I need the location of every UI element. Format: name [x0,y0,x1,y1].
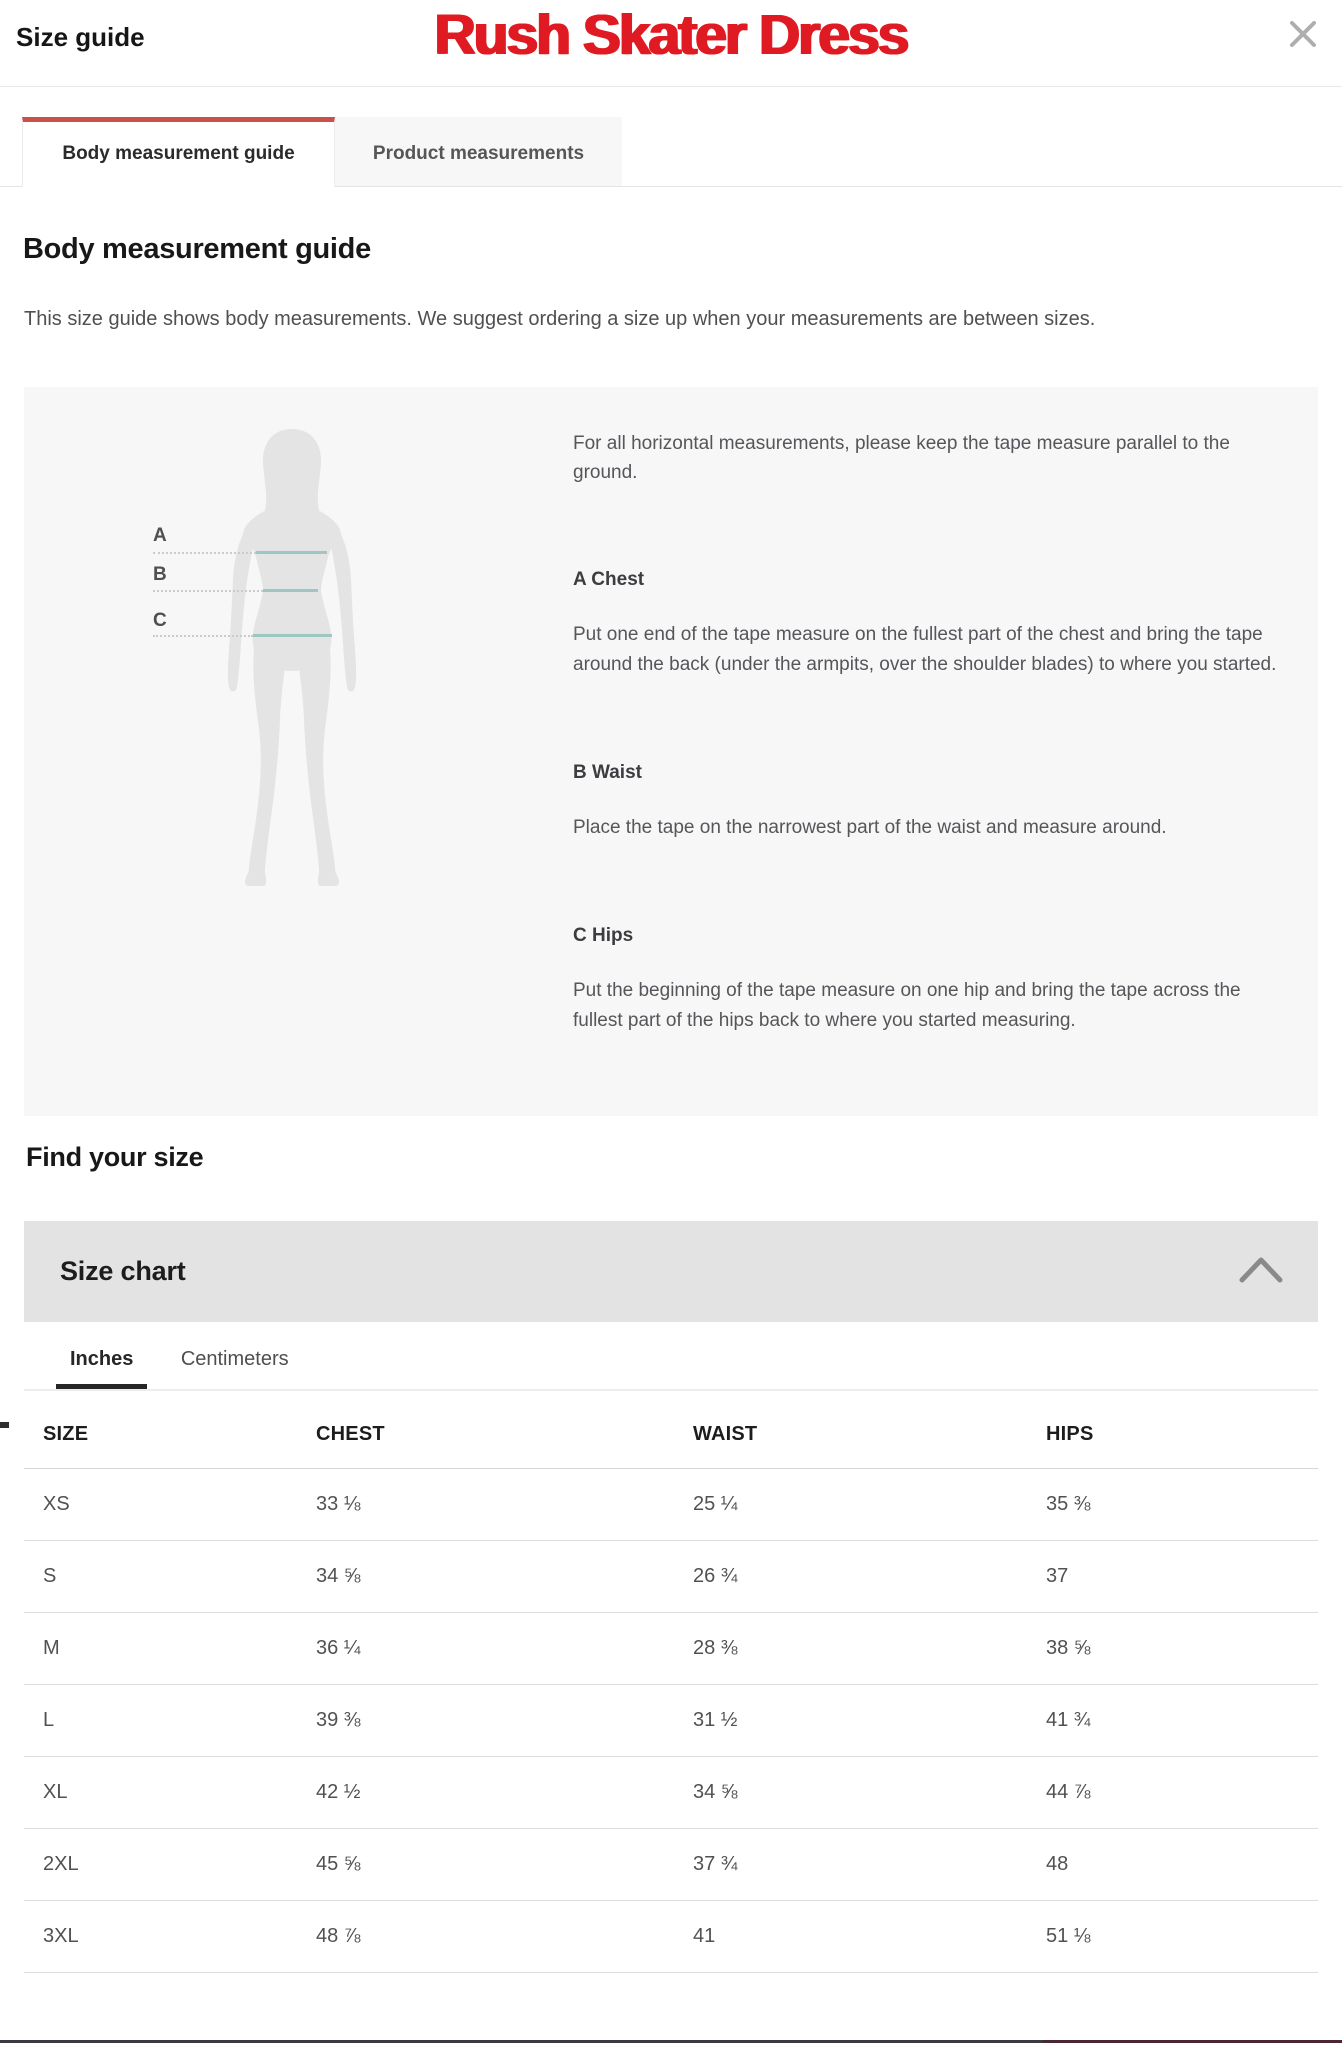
tab-product-measurements[interactable]: Product measurements [335,117,622,186]
col-header-chest: CHEST [316,1423,385,1445]
chest-dotted-line [153,552,256,554]
product-title: Rush Skater Dress [434,3,908,67]
cell-size: 2XL [43,1853,79,1875]
find-your-size-heading: Find your size [26,1142,204,1172]
table-row [24,1469,1318,1541]
figure-label-a: A [153,525,167,546]
figure-label-b: B [153,564,167,585]
female-silhouette [225,429,359,892]
intro-text: This size guide shows body measurements. We suggest ordering a size up when your measurements are between sizes. [24,308,1096,330]
guide-item-label: A Chest [573,569,645,590]
guide-item-hips [573,925,1280,1036]
cell-hips: 48 [1046,1853,1069,1875]
section-heading: Body measurement guide [23,233,371,265]
figure-label-c: C [153,610,167,631]
hips-dotted-line [153,635,253,637]
table-row [24,1829,1318,1901]
unit-tab-inches[interactable]: Inches [56,1334,147,1389]
modal-header [0,0,1342,87]
cell-chest: 42 ½ [316,1781,361,1803]
cell-hips: 41 ¾ [1046,1709,1091,1731]
cell-size: XS [43,1493,70,1515]
size-table [24,1401,1318,1973]
waist-dotted-line [153,590,263,592]
col-header-size: SIZE [43,1423,89,1445]
cell-hips: 35 ⅜ [1046,1493,1091,1515]
close-button[interactable] [1286,18,1320,52]
guide-item-text: Place the tape on the narrowest part of the waist and measure around. [573,817,1167,838]
cell-hips: 38 ⅝ [1046,1637,1091,1659]
tape-note: For all horizontal measurements, please keep the tape measure parallel to the ground. [573,433,1230,483]
cell-waist: 41 [693,1925,716,1947]
size-chart-accordion-toggle[interactable] [24,1221,1318,1322]
cell-hips: 37 [1046,1565,1069,1587]
bottom-cutoff-bar [0,2040,1342,2043]
tab-bar [0,117,1342,187]
waist-measure-line [263,589,318,592]
modal-content [0,233,1342,1973]
cell-chest: 45 ⅝ [316,1853,361,1875]
guide-item-text: Put the beginning of the tape measure on one hip and bring the tape across the fullest part of the hips back to where you started measuring. [573,980,1241,1031]
chevron-up-icon [1238,1254,1284,1289]
table-row [24,1541,1318,1613]
measurement-panel [24,387,1318,1116]
tab-body-measurement-guide[interactable]: Body measurement guide [22,117,335,187]
cell-chest: 36 ¼ [316,1637,361,1659]
table-row [24,1757,1318,1829]
measurement-instructions [573,387,1280,1116]
table-row [24,1685,1318,1757]
left-edge-artifact [0,1422,9,1428]
cell-waist: 31 ½ [693,1709,738,1731]
cell-waist: 26 ¾ [693,1565,738,1587]
body-figure [24,387,573,1116]
table-row [24,1613,1318,1685]
cell-size: M [43,1637,60,1659]
cell-hips: 44 ⅞ [1046,1781,1091,1803]
page-title: Size guide [16,22,145,52]
unit-tab-centimeters[interactable]: Centimeters [180,1348,289,1370]
cell-waist: 37 ¾ [693,1853,738,1875]
cell-size: S [43,1565,57,1587]
hips-measure-line [253,634,332,637]
guide-item-chest [573,569,1280,680]
table-header-row [24,1401,1318,1469]
guide-item-text: Put one end of the tape measure on the fullest part of the chest and bring the tape around the back (under the armpits, over the shoulder blades) to where you started. [573,624,1277,675]
size-chart-title: Size chart [60,1256,186,1286]
cell-chest: 48 ⅞ [316,1925,361,1947]
col-header-waist: WAIST [693,1423,758,1445]
cell-waist: 28 ⅜ [693,1637,738,1659]
cell-waist: 25 ¼ [693,1493,738,1515]
cell-chest: 34 ⅝ [316,1565,361,1587]
col-header-hips: HIPS [1046,1423,1094,1445]
cell-size: XL [43,1781,68,1803]
guide-item-label: B Waist [573,762,642,783]
cell-chest: 33 ⅛ [316,1493,361,1515]
unit-tab-bar [24,1334,1318,1391]
guide-item-label: C Hips [573,925,634,946]
cell-size: 3XL [43,1925,79,1947]
guide-item-waist [573,762,1280,843]
chest-measure-line [256,551,327,554]
cell-waist: 34 ⅝ [693,1781,738,1803]
cell-chest: 39 ⅜ [316,1709,361,1731]
table-row [24,1901,1318,1973]
cell-hips: 51 ⅛ [1046,1925,1091,1947]
cell-size: L [43,1709,55,1731]
close-icon [1288,37,1318,52]
